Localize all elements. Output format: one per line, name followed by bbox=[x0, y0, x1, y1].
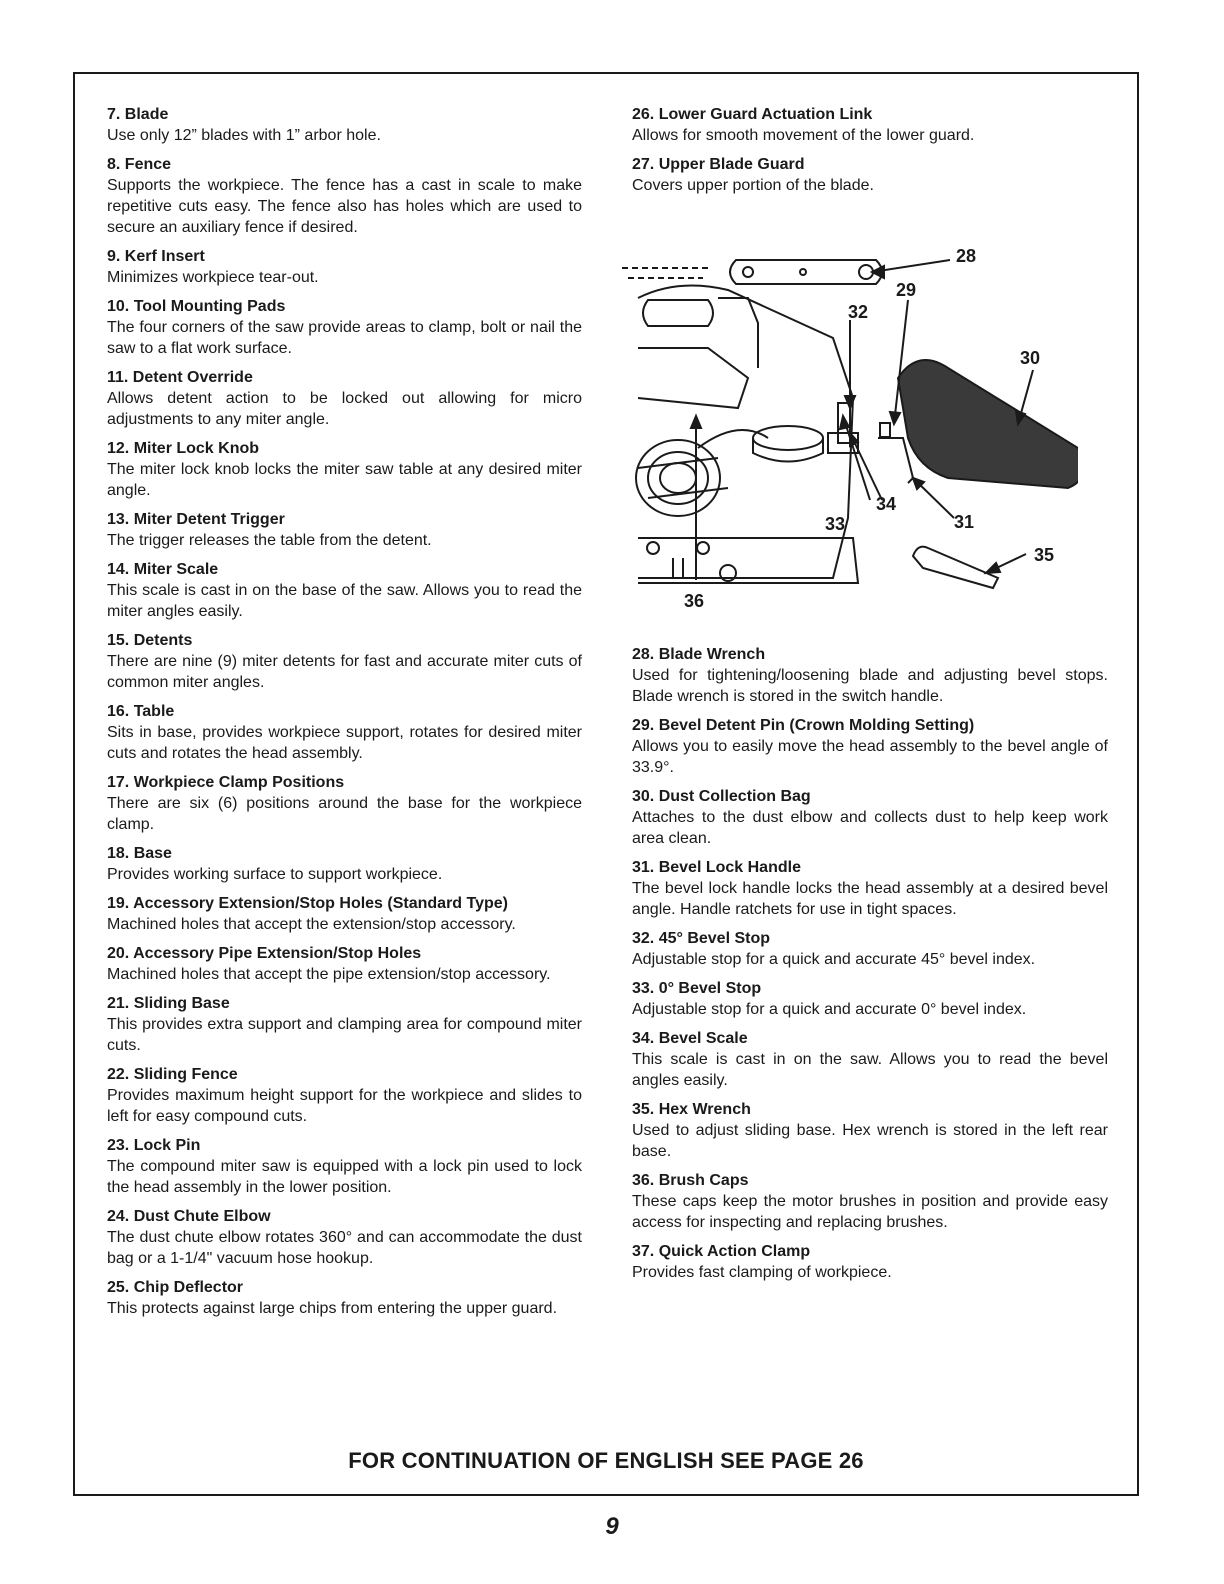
item-description: Machined holes that accept the extension/stop accessory. bbox=[107, 916, 516, 933]
callout-28: 28 bbox=[956, 246, 977, 266]
item-description: This provides extra support and clamping area for compound miter cuts. bbox=[107, 1016, 582, 1054]
item-title: 20. Accessory Pipe Extension/Stop Holes bbox=[107, 945, 422, 962]
item-title: 32. 45° Bevel Stop bbox=[632, 930, 771, 947]
saw-rear-view-figure bbox=[618, 238, 1078, 618]
list-item bbox=[632, 1170, 1108, 1233]
list-item bbox=[107, 438, 582, 501]
list-item bbox=[632, 1028, 1108, 1091]
item-title: 31. Bevel Lock Handle bbox=[632, 859, 801, 876]
callout-33: 33 bbox=[825, 514, 846, 534]
list-item bbox=[107, 367, 582, 430]
item-description: The dust chute elbow rotates 360° and can accommodate the dust bag or a 1-1/4" vacuum hose hookup. bbox=[107, 1229, 582, 1267]
list-item bbox=[107, 993, 582, 1056]
list-item bbox=[107, 1064, 582, 1127]
list-item bbox=[632, 1241, 1108, 1283]
callout-30: 30 bbox=[1020, 348, 1041, 368]
item-description: Adjustable stop for a quick and accurate 45° bevel index. bbox=[632, 951, 1036, 968]
item-title: 30. Dust Collection Bag bbox=[632, 788, 811, 805]
list-item bbox=[107, 509, 582, 551]
item-title: 11. Detent Override bbox=[107, 369, 253, 386]
item-description: Allows detent action to be locked out allowing for micro adjustments to any miter angle. bbox=[107, 390, 582, 428]
item-description: Provides fast clamping of workpiece. bbox=[632, 1264, 892, 1281]
list-item bbox=[632, 715, 1108, 778]
item-title: 25. Chip Deflector bbox=[107, 1279, 244, 1296]
item-title: 7. Blade bbox=[107, 106, 169, 123]
list-item bbox=[632, 978, 1108, 1020]
item-description: Use only 12” blades with 1” arbor hole. bbox=[107, 127, 381, 144]
item-description: There are nine (9) miter detents for fast and accurate miter cuts of common miter angles. bbox=[107, 653, 582, 691]
item-title: 24. Dust Chute Elbow bbox=[107, 1208, 271, 1225]
item-title: 8. Fence bbox=[107, 156, 172, 173]
callout-34: 34 bbox=[876, 494, 897, 514]
list-item bbox=[107, 246, 582, 288]
list-item bbox=[632, 154, 1108, 196]
item-title: 37. Quick Action Clamp bbox=[632, 1243, 811, 1260]
callout-35: 35 bbox=[1034, 545, 1055, 565]
item-description: The four corners of the saw provide areas to clamp, bolt or nail the saw to a flat work surface. bbox=[107, 319, 582, 357]
item-title: 28. Blade Wrench bbox=[632, 646, 766, 663]
list-item bbox=[632, 1099, 1108, 1162]
callout-32: 32 bbox=[848, 302, 869, 322]
list-item bbox=[107, 1135, 582, 1198]
item-description: The compound miter saw is equipped with a lock pin used to lock the head assembly in the lower position. bbox=[107, 1158, 582, 1196]
list-item bbox=[632, 928, 1108, 970]
list-item bbox=[632, 104, 1108, 146]
page-number: 9 bbox=[605, 1513, 619, 1540]
item-title: 15. Detents bbox=[107, 632, 193, 649]
list-item bbox=[107, 893, 582, 935]
list-item bbox=[107, 1206, 582, 1269]
item-description: Used for tightening/loosening blade and adjusting bevel stops. Blade wrench is stored in the switch handle. bbox=[632, 667, 1108, 705]
item-title: 16. Table bbox=[107, 703, 175, 720]
item-description: There are six (6) positions around the base for the workpiece clamp. bbox=[107, 795, 582, 833]
item-description: Minimizes workpiece tear-out. bbox=[107, 269, 319, 286]
list-item bbox=[107, 943, 582, 985]
item-description: The bevel lock handle locks the head assembly at a desired bevel angle. Handle ratchets for use in tight spaces. bbox=[632, 880, 1108, 918]
list-item bbox=[632, 786, 1108, 849]
item-title: 36. Brush Caps bbox=[632, 1172, 749, 1189]
callout-31: 31 bbox=[954, 512, 975, 532]
item-description: Attaches to the dust elbow and collects dust to help keep work area clean. bbox=[632, 809, 1108, 847]
item-title: 14. Miter Scale bbox=[107, 561, 219, 578]
item-title: 22. Sliding Fence bbox=[107, 1066, 238, 1083]
list-item bbox=[107, 630, 582, 693]
item-title: 21. Sliding Base bbox=[107, 995, 230, 1012]
list-item bbox=[107, 772, 582, 835]
list-item bbox=[632, 644, 1108, 707]
item-title: 33. 0° Bevel Stop bbox=[632, 980, 762, 997]
item-description: Supports the workpiece. The fence has a cast in scale to make repetitive cuts easy. The fence also has holes which are used to secure an auxiliary fence if desired. bbox=[107, 177, 582, 236]
item-description: Adjustable stop for a quick and accurate 0° bevel index. bbox=[632, 1001, 1027, 1018]
item-title: 18. Base bbox=[107, 845, 172, 862]
item-description: Provides working surface to support workpiece. bbox=[107, 866, 443, 883]
right-column-top bbox=[632, 104, 1108, 204]
continuation-note: FOR CONTINUATION OF ENGLISH SEE PAGE 26 bbox=[348, 1448, 864, 1473]
item-title: 34. Bevel Scale bbox=[632, 1030, 748, 1047]
item-title: 10. Tool Mounting Pads bbox=[107, 298, 286, 315]
item-title: 35. Hex Wrench bbox=[632, 1101, 751, 1118]
callout-36: 36 bbox=[684, 591, 705, 611]
list-item bbox=[107, 701, 582, 764]
item-description: This protects against large chips from entering the upper guard. bbox=[107, 1300, 558, 1317]
left-column bbox=[107, 104, 582, 1327]
item-title: 27. Upper Blade Guard bbox=[632, 156, 805, 173]
dust-bag-shape bbox=[898, 360, 1078, 488]
list-item bbox=[107, 154, 582, 238]
item-description: Machined holes that accept the pipe extension/stop accessory. bbox=[107, 966, 551, 983]
item-description: Used to adjust sliding base. Hex wrench is stored in the left rear base. bbox=[632, 1122, 1108, 1160]
item-description: Allows for smooth movement of the lower guard. bbox=[632, 127, 975, 144]
item-description: This scale is cast in on the base of the saw. Allows you to read the miter angles easily. bbox=[107, 582, 582, 620]
item-description: The trigger releases the table from the detent. bbox=[107, 532, 432, 549]
item-title: 23. Lock Pin bbox=[107, 1137, 201, 1154]
saw-illustration bbox=[618, 238, 1078, 618]
right-column-bottom bbox=[632, 644, 1108, 1291]
item-title: 17. Workpiece Clamp Positions bbox=[107, 774, 345, 791]
item-title: 19. Accessory Extension/Stop Holes (Standard Type) bbox=[107, 895, 508, 912]
item-description: These caps keep the motor brushes in position and provide easy access for inspecting and replacing brushes. bbox=[632, 1193, 1108, 1231]
item-description: Sits in base, provides workpiece support, rotates for desired miter cuts and rotates the head assembly. bbox=[107, 724, 582, 762]
item-title: 12. Miter Lock Knob bbox=[107, 440, 260, 457]
item-title: 26. Lower Guard Actuation Link bbox=[632, 106, 873, 123]
list-item bbox=[107, 296, 582, 359]
list-item bbox=[107, 1277, 582, 1319]
list-item bbox=[632, 857, 1108, 920]
item-title: 29. Bevel Detent Pin (Crown Molding Setting) bbox=[632, 717, 975, 734]
item-title: 9. Kerf Insert bbox=[107, 248, 205, 265]
item-description: Allows you to easily move the head assembly to the bevel angle of 33.9°. bbox=[632, 738, 1108, 776]
item-description: Covers upper portion of the blade. bbox=[632, 177, 874, 194]
list-item bbox=[107, 104, 582, 146]
callout-29: 29 bbox=[896, 280, 917, 300]
item-description: Provides maximum height support for the workpiece and slides to left for easy compound cuts. bbox=[107, 1087, 582, 1125]
item-description: The miter lock knob locks the miter saw table at any desired miter angle. bbox=[107, 461, 582, 499]
list-item bbox=[107, 559, 582, 622]
list-item bbox=[107, 843, 582, 885]
item-title: 13. Miter Detent Trigger bbox=[107, 511, 285, 528]
item-description: This scale is cast in on the saw. Allows you to read the bevel angles easily. bbox=[632, 1051, 1108, 1089]
